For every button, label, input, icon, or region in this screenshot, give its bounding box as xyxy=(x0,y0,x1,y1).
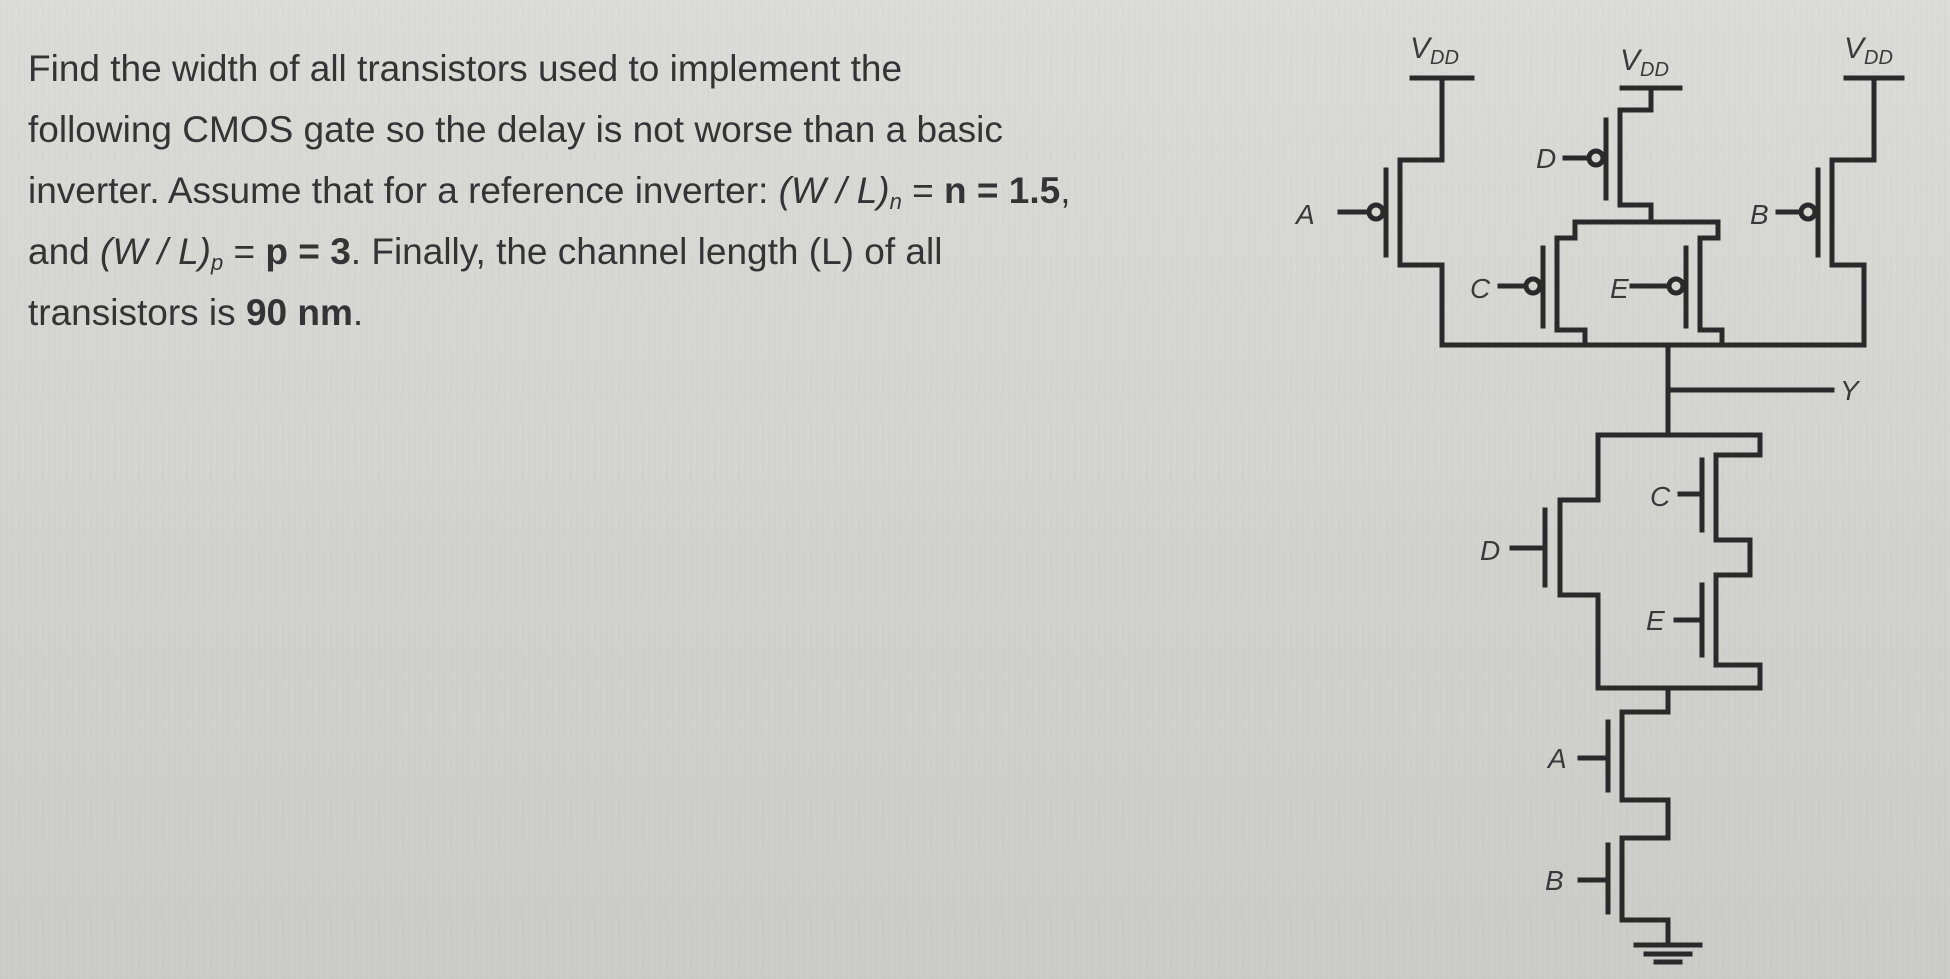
pmos-b-bubble xyxy=(1801,205,1815,219)
pmos-e-gate-label: E xyxy=(1610,273,1629,304)
pmos-ratio-symbol: (W / L) xyxy=(100,231,211,272)
pmos-a-gate-label: A xyxy=(1296,199,1315,230)
problem-line-4-and: and xyxy=(28,231,101,272)
vdd-label-left: $V_{DD}$ xyxy=(1410,32,1459,69)
nmos-ratio-subscript: n xyxy=(889,189,902,214)
pmos-b-drain xyxy=(1832,265,1864,345)
pmos-d-bubble xyxy=(1589,151,1603,165)
pmos-a-source xyxy=(1400,118,1442,160)
pmos-b-transistor xyxy=(1750,110,1874,345)
problem-line-1: Find the width of all transistors used to implement the xyxy=(28,48,903,89)
problem-line-3-text: inverter. Assume that for a reference inverter: xyxy=(28,170,779,211)
pmos-a-drain xyxy=(1400,265,1442,345)
nmos-ratio-value: n = 1.5 xyxy=(944,170,1061,211)
pmos-ratio-value: p = 3 xyxy=(265,231,351,272)
pmos-d-transistor xyxy=(1536,110,1651,222)
pmos-c-transistor xyxy=(1470,222,1585,345)
pmos-e-bubble xyxy=(1669,279,1683,293)
line-5-period: . xyxy=(352,292,364,333)
pmos-d-drain xyxy=(1620,205,1651,222)
nmos-c-source xyxy=(1716,540,1750,575)
pmos-b-source xyxy=(1832,110,1874,160)
pmos-equals: = xyxy=(223,231,266,272)
nmos-a-gate-label: A xyxy=(1548,743,1567,774)
nmos-e-source xyxy=(1716,665,1760,688)
vdd-label-middle: $V_{DD}$ xyxy=(1620,44,1669,81)
nmos-ratio-symbol: (W / L) xyxy=(778,170,890,211)
pmos-c-source xyxy=(1557,222,1575,238)
nmos-c-gate-label: C xyxy=(1650,481,1671,512)
pmos-b-gate-label: B xyxy=(1750,199,1769,230)
ground-symbol xyxy=(1636,945,1700,962)
problem-line-4-text: . Finally, the channel length (L) of all xyxy=(350,231,943,272)
problem-line-2: following CMOS gate so the delay is not worse than a basic xyxy=(28,109,1003,150)
nmos-e-transistor xyxy=(1646,575,1760,688)
nmos-a-source xyxy=(1622,800,1668,838)
nmos-b-transistor xyxy=(1545,838,1668,945)
nmos-e-gate-label: E xyxy=(1646,605,1665,636)
pmos-a-transistor xyxy=(1294,118,1442,345)
pmos-d-gate-label: D xyxy=(1536,143,1557,174)
nmos-a-transistor xyxy=(1546,710,1668,838)
nmos-d-transistor xyxy=(1480,500,1598,688)
nmos-c-transistor xyxy=(1650,455,1760,575)
line-3-comma: , xyxy=(1060,170,1071,211)
pmos-c-gate-label: C xyxy=(1470,273,1491,304)
pmos-a-bubble xyxy=(1369,205,1383,219)
nmos-b-gate-label: B xyxy=(1545,865,1564,896)
output-y-label: Y xyxy=(1840,375,1859,406)
nmos-a-drain xyxy=(1622,710,1668,712)
pmos-e-transistor xyxy=(1610,222,1722,345)
vdd-label-right: $V_{DD}$ xyxy=(1844,32,1893,69)
problem-line-5-text: transistors is xyxy=(28,292,246,333)
vdd-rail-middle xyxy=(1620,44,1680,110)
channel-length-value: 90 nm xyxy=(245,292,353,333)
pmos-c-bubble xyxy=(1526,279,1540,293)
vdd-rail-right xyxy=(1844,32,1902,110)
nmos-d-gate-label: D xyxy=(1480,535,1501,566)
vdd-rail-left xyxy=(1410,32,1472,118)
pmos-ratio-subscript: p xyxy=(211,250,224,275)
nmos-equals: = xyxy=(901,170,945,211)
nmos-b-source xyxy=(1622,920,1668,945)
nmos-d-source xyxy=(1560,595,1598,688)
